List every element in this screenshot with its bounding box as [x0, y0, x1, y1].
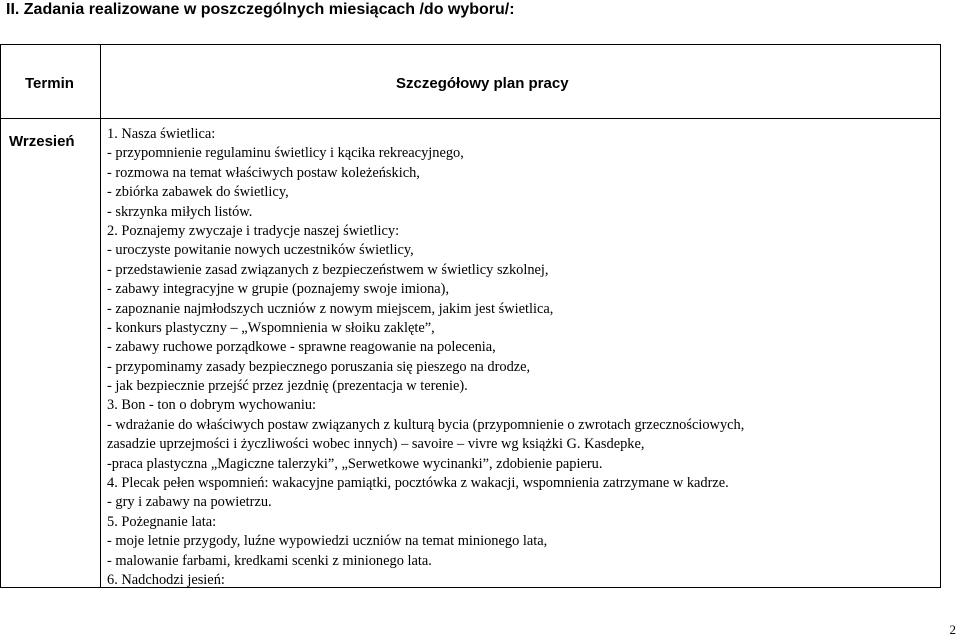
plan-line: 6. Nadchodzi jesień:: [107, 571, 225, 588]
plan-line: - malowanie farbami, kredkami scenki z minionego lata.: [107, 552, 432, 569]
plan-line: - jak bezpiecznie przejść przez jezdnię (prezentacja w terenie).: [107, 378, 468, 395]
plan-line: - zbiórka zabawek do świetlicy,: [107, 184, 289, 201]
plan-line: - moje letnie przygody, luźne wypowiedzi uczniów na temat minionego lata,: [107, 533, 548, 550]
plan-line: - rozmowa na temat właściwych postaw koleżeńskich,: [107, 164, 420, 181]
page-number: 2: [949, 622, 956, 637]
plan-line: 4. Plecak pełen wspomnień: wakacyjne pamiątki, pocztówka z wakacji, wspomnienia zatrzymane w kadrze.: [107, 475, 729, 492]
plan-line: - przypomnienie regulaminu świetlicy i kącika rekreacyjnego,: [107, 145, 464, 162]
plan-line: zasadzie uprzejmości i życzliwości wobec innych) – savoire – vivre wg książki G. Kasdepke,: [107, 436, 645, 453]
plan-line: -praca plastyczna „Magiczne talerzyki”, „Serwetkowe wycinanki”, zdobienie papieru.: [107, 455, 603, 472]
plan-line: 1. Nasza świetlica:: [107, 126, 216, 142]
column-divider: [100, 45, 101, 587]
plan-line: - gry i zabawy na powietrzu.: [107, 494, 272, 511]
plan-line: - przedstawienie zasad związanych z bezpieczeństwem w świetlicy szkolnej,: [107, 261, 549, 278]
column-header-term: Termin: [25, 75, 74, 92]
section-heading: II. Zadania realizowane w poszczególnych miesiącach /do wyboru/:: [6, 1, 515, 18]
plan-line: 5. Pożegnanie lata:: [107, 513, 217, 530]
header-divider: [1, 118, 940, 119]
plan-line: 2. Poznajemy zwyczaje i tradycje naszej świetlicy:: [107, 222, 400, 239]
month-cell: Wrzesień: [9, 133, 75, 150]
plan-line: - uroczyste powitanie nowych uczestników świetlicy,: [107, 242, 414, 259]
plan-line: - konkurs plastyczny – „Wspomnienia w słoiku zaklęte”,: [107, 319, 435, 336]
plan-lines: [107, 125, 941, 590]
plan-line: - wdrażanie do właściwych postaw związanych z kulturą bycia (przypomnienie o zwrotach grzecznościowych,: [107, 416, 745, 433]
column-header-plan: Szczegółowy plan pracy: [396, 75, 569, 92]
plan-table: [0, 44, 941, 588]
plan-line: 3. Bon - ton o dobrym wychowaniu:: [107, 397, 317, 414]
plan-line: - zabawy integracyjne w grupie (poznajemy swoje imiona),: [107, 281, 450, 298]
plan-line: - skrzynka miłych listów.: [107, 203, 253, 220]
plan-line: - zabawy ruchowe porządkowe - sprawne reagowanie na polecenia,: [107, 339, 496, 356]
plan-line: - przypominamy zasady bezpiecznego poruszania się pieszego na drodze,: [107, 358, 531, 375]
plan-line: - zapoznanie najmłodszych uczniów z nowym miejscem, jakim jest świetlica,: [107, 300, 554, 317]
